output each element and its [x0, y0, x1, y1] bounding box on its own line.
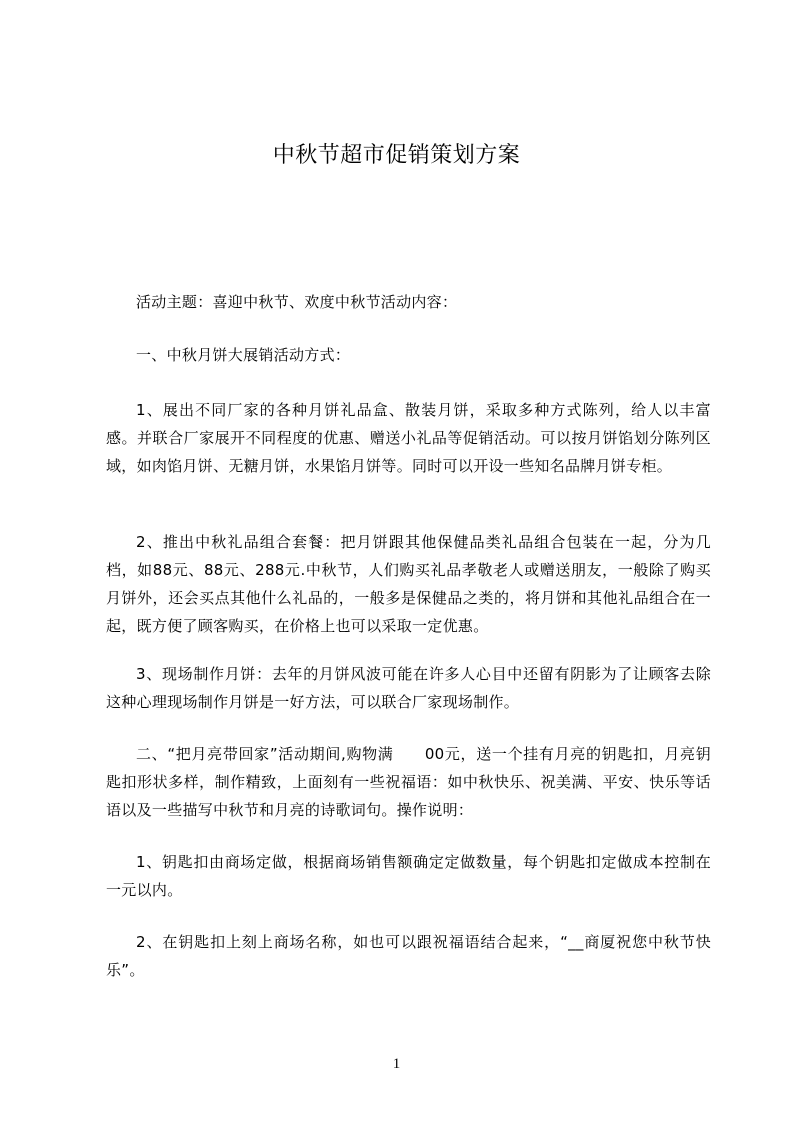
- item-three-paragraph: 3、现场制作月饼：去年的月饼风波可能在许多人心目中还留有阴影为了让顾客去除这种心理现场制作月饼是一好方法，可以联合厂家现场制作。: [106, 665, 711, 711]
- instruction-two-paragraph: 2、在钥匙扣上刻上商场名称，如也可以跟祝福语结合起来，“__商厦祝您中秋节快乐”。: [106, 933, 711, 979]
- section-one-heading: 一、中秋月饼大展销活动方式：: [136, 346, 351, 364]
- theme-paragraph: 活动主题：喜迎中秋节、欢度中秋节活动内容：: [136, 293, 458, 311]
- instruction-one-paragraph: 1、钥匙扣由商场定做，根据商场销售额确定定做数量，每个钥匙扣定做成本控制在一元以内。: [106, 853, 711, 899]
- item-two-paragraph: 2、推出中秋礼品组合套餐：把月饼跟其他保健品类礼品组合包装在一起，分为几档，如88元、88元、288元.中秋节，人们购买礼品孝敬老人或赠送朋友，一般除了购买月饼外，还会买点其他什么礼品的，一般多是保健品之类的，将月饼和其他礼品组合在一起，既方便了顾客购买，在价格上也可以采取一定优惠。: [106, 533, 711, 635]
- document-title: 中秋节超市促销策划方案: [272, 143, 521, 168]
- section-two-paragraph: 二、“把月亮带回家”活动期间,购物满 00元，送一个挂有月亮的钥匙扣，月亮钥匙扣形状多样，制作精致，上面刻有一些祝福语：如中秋快乐、祝美满、平安、快乐等话语以及一些描写中秋节和月亮的诗歌词句。操作说明：: [106, 745, 711, 819]
- page-number: 1: [392, 1056, 401, 1072]
- item-one-paragraph: 1、展出不同厂家的各种月饼礼品盒、散装月饼，采取多种方式陈列，给人以丰富感。并联合厂家展开不同程度的优惠、赠送小礼品等促销活动。可以按月饼馅划分陈列区域，如肉馅月饼、无糖月饼，水果馅月饼等。同时可以开设一些知名品牌月饼专柜。: [106, 401, 711, 475]
